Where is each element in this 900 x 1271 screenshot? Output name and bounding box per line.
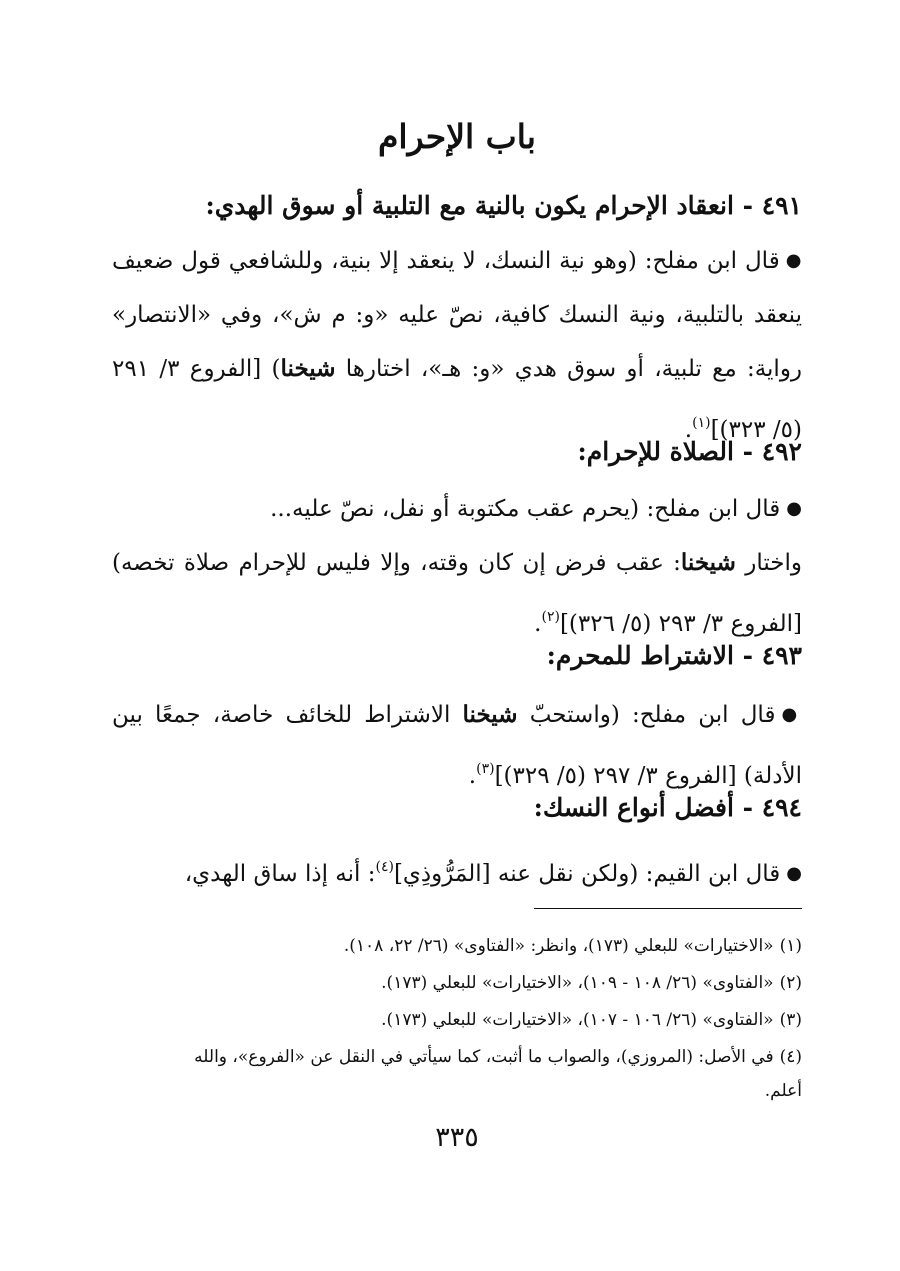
- footnote-ref-3: (٣): [476, 761, 495, 777]
- footnote-ref-2: (٢): [541, 609, 560, 625]
- footnote-text: «الفتاوى» (٢٦/ ١٠٨ - ١٠٩)، «الاختيارات» للبعلي (١٧٣).: [381, 973, 774, 993]
- section-heading-493: ٤٩٣ - الاشتراط للمحرم:: [546, 641, 802, 670]
- footnote-number: (٤): [779, 1047, 802, 1067]
- paragraph-text: واختار: [745, 550, 803, 576]
- paragraph-text: قال ابن مفلح: (يحرم عقب مكتوبة أو نفل، نصّ عليه...: [270, 496, 781, 522]
- footnote-text: في الأصل: (المروزي)، والصواب ما أثبت، كما سيأتي في النقل عن «الفروع»، والله: [194, 1047, 774, 1067]
- section-494-paragraph: [112, 840, 802, 901]
- page-number: ٣٣٥: [435, 1122, 479, 1153]
- paragraph-text: : أنه إذا ساق الهدي،: [184, 861, 376, 887]
- footnote-ref-1: (١): [692, 415, 711, 431]
- section-heading-492: ٤٩٢ - الصلاة للإحرام:: [577, 437, 802, 466]
- section-heading-494: ٤٩٤ - أفضل أنواع النسك:: [533, 793, 802, 822]
- footnote-4-continuation: أعلم.: [764, 1081, 802, 1101]
- footnote-ref-4: (٤): [375, 859, 394, 875]
- book-page: [112, 0, 802, 1271]
- footnote-divider: [534, 908, 802, 909]
- footnotes: [112, 928, 802, 1106]
- section-493-paragraph: ●قال ابن مفلح: (واستحبّ شيخنا الاشتراط للخائف خاصة، جمعًا بين الأدلة) [الفروع ٣/ ٢٩٧ (٥/ ٣٢٩)]$^{(٣)}$.: [112, 701, 803, 789]
- section-492-paragraph-2: واختار شيخنا: عقب فرض إن كان وقته، وإلا فليس للإحرام صلاة تخصه) [الفروع ٣/ ٢٩٣ (٥/ ٣٢٦)]$^{(٢)}$.: [112, 549, 803, 637]
- section-heading-491: ٤٩١ - انعقاد الإحرام يكون بالنية مع التلبية أو سوق الهدي:: [205, 191, 802, 220]
- footnote-number: (٣): [779, 1010, 802, 1030]
- paragraph-text: قال ابن القيم: (ولكن نقل عنه [المَرُّوذِي]: [393, 861, 781, 887]
- footnote-text: «الفتاوى» (٢٦/ ١٠٦ - ١٠٧)، «الاختيارات» للبعلي (١٧٣).: [381, 1010, 774, 1030]
- paragraph-bold-text: شيخنا: [680, 549, 736, 576]
- chapter-title: باب الإحرام: [378, 117, 536, 156]
- footnote-number: (١): [779, 936, 802, 956]
- section-492-paragraph-1: [112, 482, 802, 536]
- paragraph-text: قال ابن مفلح: (وهو نية النسك، لا ينعقد إلا بنية، وللشافعي قول ضعيف ينعقد بالتلبية، ونية النسك كافية، نصّ عليه «و: م ش»، وفي «الانتصار» رواية: مع تلبية، أو سوق هدي «و: هـ»، اختارها: [112, 248, 803, 382]
- bullet-icon: ●: [786, 863, 802, 884]
- bullet-icon: ●: [785, 250, 802, 271]
- footnote-1: [112, 928, 802, 965]
- footnote-number: (٢): [779, 973, 802, 993]
- bullet-icon: ●: [786, 498, 802, 519]
- footnote-2: [112, 965, 802, 1002]
- paragraph-text: قال ابن مفلح: (واستحبّ: [529, 702, 776, 728]
- paragraph-text: : عقب فرض إن كان وقته، وإلا فليس للإحرام صلاة تخصه) [الفروع ٣/ ٢٩٣ (٥/ ٣٢٦)]: [112, 550, 802, 637]
- paragraph-bold-text: شيخنا: [462, 701, 518, 728]
- paragraph-bold-text: شيخنا: [280, 355, 336, 382]
- footnote-4: [112, 1039, 802, 1076]
- paragraph-citation: ) [الفروع ٣/ ٢٩١ (٥/ ٣٢٣)]: [112, 356, 802, 443]
- footnote-3: [112, 1002, 802, 1039]
- footnote-text: «الاختيارات» للبعلي (١٧٣)، وانظر: «الفتاوى» (٢٦/ ٢٢، ١٠٨).: [343, 936, 774, 956]
- bullet-icon: ●: [781, 704, 803, 725]
- paragraph-citation: الاشتراط للخائف خاصة، جمعًا بين الأدلة) [الفروع ٣/ ٢٩٧ (٥/ ٣٢٩)]: [112, 702, 802, 789]
- section-491-paragraph: ●قال ابن مفلح: (وهو نية النسك، لا ينعقد إلا بنية، وللشافعي قول ضعيف ينعقد بالتلبية، ونية النسك كافية، نصّ عليه «و: م ش»، وفي «الانتصار» رواية: مع تلبية، أو سوق هدي «و: هـ»، اختارها شيخنا) [الفروع ٣/ ٢٩١ (٥/ ٣٢٣)]$^{(١)}$.: [112, 248, 803, 443]
